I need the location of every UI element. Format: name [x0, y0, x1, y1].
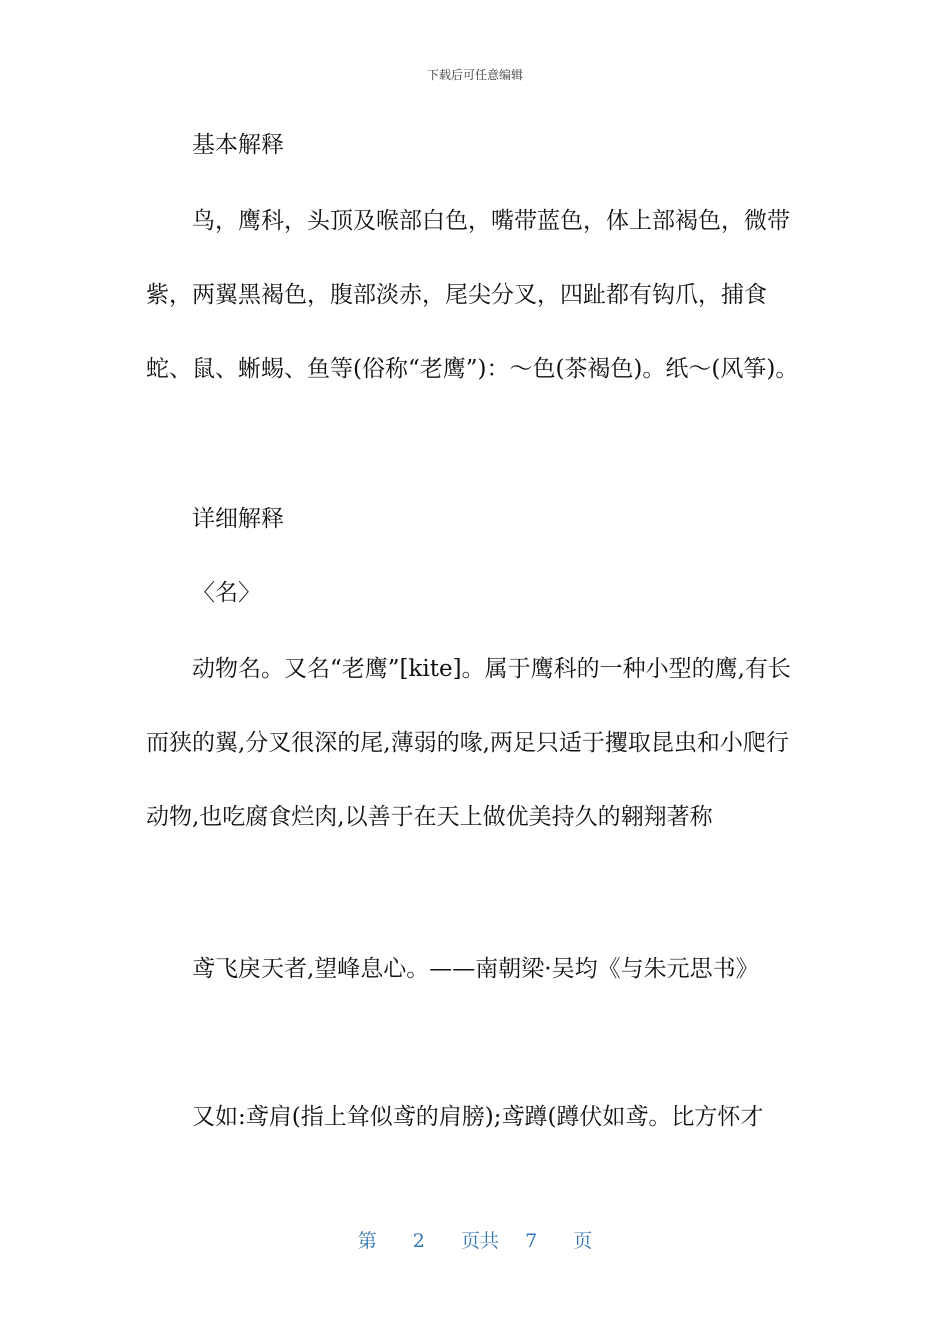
basic-explanation-paragraph: 鸟，鹰科，头顶及喉部白色，嘴带蓝色，体上部褐色，微带紫，两翼黑褐色，腹部淡赤，尾尖分叉，四趾都有钩爪，捕食蛇、鼠、蜥蜴、鱼等(俗称“老鹰”)：～色(茶褐色)。纸～(风筝)。	[146, 208, 799, 382]
footer-prefix: 第	[357, 1230, 377, 1252]
footer-total-pages: 7	[525, 1230, 538, 1252]
footer-middle: 页共	[460, 1230, 499, 1252]
footer-suffix: 页	[573, 1230, 593, 1252]
footer-page-number: 2	[412, 1230, 425, 1252]
page-header: 下载后可任意编辑	[426, 68, 523, 82]
section-title-detail: 详细解释	[192, 506, 284, 532]
section-title-basic: 基本解释	[192, 132, 284, 158]
quote-line: 鸢飞戾天者,望峰息心。——南朝梁·吴均《与朱元思书》	[192, 956, 759, 982]
detail-explanation-paragraph: 动物名。又名“老鹰”[kite]。属于鹰科的一种小型的鹰,有长而狭的翼,分叉很深的尾,薄弱的喙,两足只适于攫取昆虫和小爬行动物,也吃腐食烂肉,以善于在天上做优美持久的翱翔著称	[146, 656, 791, 830]
page-footer	[0, 1226, 950, 1253]
part-of-speech-label: 〈名〉	[192, 580, 261, 606]
example-line: 又如:鸢肩(指上耸似鸢的肩膀);鸢蹲(蹲伏如鸢。比方怀才	[192, 1104, 764, 1130]
